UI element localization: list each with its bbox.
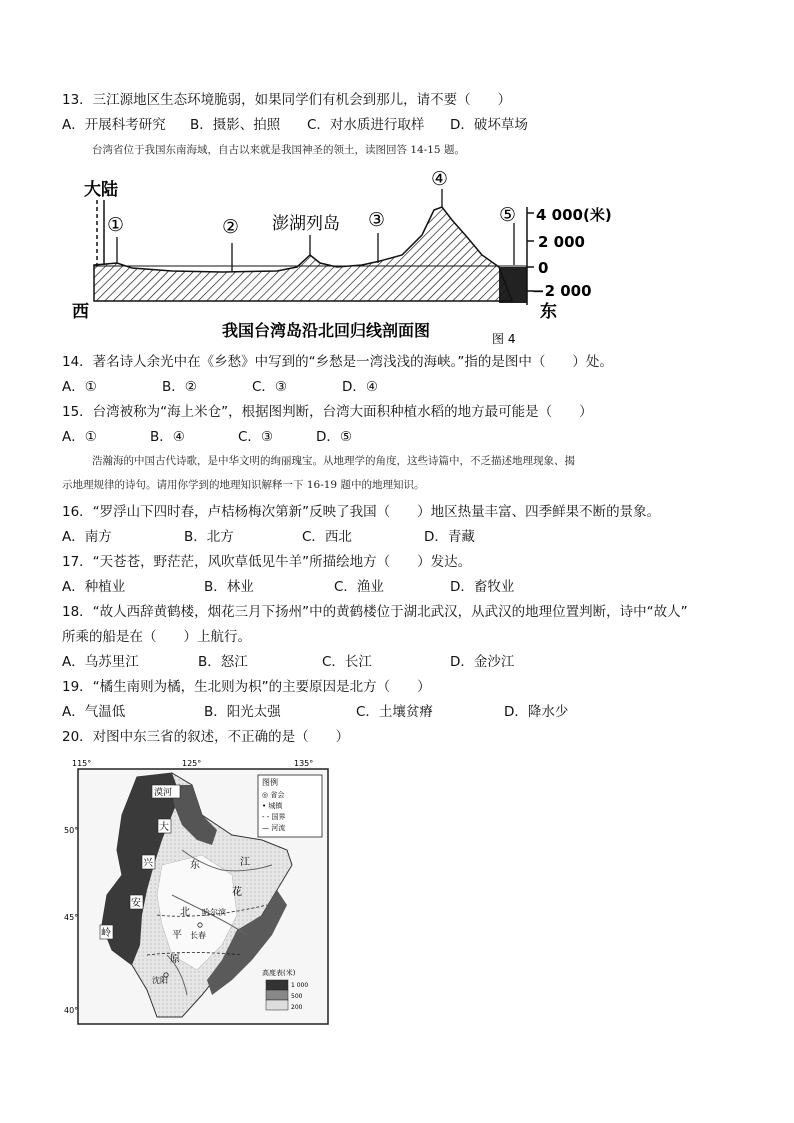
q13-option-a[interactable]: A．开展科考研究 xyxy=(62,117,166,133)
label-bei: 北 xyxy=(180,907,190,918)
lat-50: 50° xyxy=(64,826,79,835)
q13-option-b[interactable]: B．摄影、拍照 xyxy=(190,117,281,133)
marker-1: ① xyxy=(107,214,125,236)
label-da: 大 xyxy=(159,822,169,833)
mainland-label: 大陆 xyxy=(84,180,118,200)
q15-option-c[interactable]: C．③ xyxy=(238,429,274,445)
legend-title: 图例 xyxy=(262,778,278,787)
q16-option-d[interactable]: D．青藏 xyxy=(424,529,475,545)
marker-3: ③ xyxy=(368,209,386,231)
label-yuan: 原 xyxy=(170,954,180,965)
marker-4: ④ xyxy=(431,168,449,190)
legend-capital: ◎ 省会 xyxy=(262,791,285,799)
q14-option-c[interactable]: C．③ xyxy=(252,379,288,395)
penghu-label: 澎湖列岛 xyxy=(272,214,340,234)
scale-0-label: 0 xyxy=(538,259,549,277)
marker-5: ⑤ xyxy=(499,204,517,226)
label-ling: 岭 xyxy=(101,928,111,939)
legend-town: • 城镇 xyxy=(262,802,283,810)
elev-1000: 1 000 xyxy=(291,982,309,989)
q17-option-c[interactable]: C．渔业 xyxy=(334,579,384,595)
q17-option-d[interactable]: D．畜牧业 xyxy=(450,579,515,595)
label-harbin: 哈尔滨 xyxy=(202,908,226,917)
q19-option-a[interactable]: A．气温低 xyxy=(62,704,126,720)
q13-option-c[interactable]: C．对水质进行取样 xyxy=(307,117,425,133)
q15-option-b[interactable]: B．④ xyxy=(150,429,185,445)
q15-option-a[interactable]: A．① xyxy=(62,429,97,445)
q16-option-a[interactable]: A．南方 xyxy=(62,529,112,545)
q14-stem: 14．著名诗人余光中在《乡愁》中写到的“乡愁是一湾浅浅的海峡。”指的是图中（ ）处。 xyxy=(62,354,613,370)
q14-option-b[interactable]: B．② xyxy=(162,379,197,395)
q17-option-b[interactable]: B．林业 xyxy=(204,579,254,595)
label-shenyang: 沈阳 xyxy=(152,976,168,985)
east-label: 东 xyxy=(540,302,557,322)
label-an: 安 xyxy=(131,898,141,909)
lon-125: 125° xyxy=(182,759,202,768)
q19-option-d[interactable]: D．降水少 xyxy=(504,704,569,720)
q16-option-b[interactable]: B．北方 xyxy=(184,529,234,545)
label-changchun: 长春 xyxy=(190,931,206,940)
q13-option-d[interactable]: D．破坏草场 xyxy=(450,117,528,133)
q16-option-c[interactable]: C．西北 xyxy=(302,529,352,545)
q18-option-b[interactable]: B．怒江 xyxy=(198,654,248,670)
q14-option-a[interactable]: A．① xyxy=(62,379,97,395)
scale-top-label: 4 000(米) xyxy=(536,206,612,224)
figure-number: 图 4 xyxy=(492,332,516,345)
q18-stem-line2: 所乘的船是在（ ）上航行。 xyxy=(62,629,251,645)
intro-14-15: 台湾省位于我国东南海域，自古以来就是我国神圣的领土，读图回答 14-15 题。 xyxy=(92,144,465,156)
q18-option-c[interactable]: C．长江 xyxy=(322,654,372,670)
west-label: 西 xyxy=(72,302,89,322)
profile-caption: 我国台湾岛沿北回归线剖面图 xyxy=(222,321,431,340)
legend-border: - - 国界 xyxy=(262,813,286,821)
label-jiang: 江 xyxy=(240,857,250,868)
intro-16-19-line2: 示地理规律的诗句。请用你学到的地理知识解释一下 16-19 题中的地理知识。 xyxy=(62,479,425,491)
marker-2: ② xyxy=(222,216,240,238)
taiwan-profile-figure xyxy=(62,165,622,345)
legend-river: — 河流 xyxy=(262,824,286,832)
q18-option-d[interactable]: D．金沙江 xyxy=(450,654,515,670)
lon-115: 115° xyxy=(72,759,92,768)
q18-stem-line1: 18．“故人西辞黄鹤楼，烟花三月下扬州”中的黄鹤楼位于湖北武汉，从武汉的地理位置判断，诗中“故人” xyxy=(62,604,688,620)
elev-title: 高度表(米) xyxy=(262,969,296,977)
label-ping: 平 xyxy=(172,930,182,941)
label-mohe: 漠河 xyxy=(154,788,173,798)
lon-135: 135° xyxy=(294,759,314,768)
q15-option-d[interactable]: D．⑤ xyxy=(316,429,352,445)
q16-stem: 16．“罗浮山下四时春，卢桔杨梅次第新”反映了我国（ ）地区热量丰富、四季鲜果不断的景象。 xyxy=(62,504,661,520)
q17-option-a[interactable]: A．种植业 xyxy=(62,579,126,595)
label-dong: 东 xyxy=(190,860,200,871)
q14-option-d[interactable]: D．④ xyxy=(342,379,378,395)
elev-200: 200 xyxy=(291,1004,303,1011)
q20-stem: 20．对图中东三省的叙述，不正确的是（ ） xyxy=(62,729,350,745)
lat-40: 40° xyxy=(64,1006,79,1015)
lat-45: 45° xyxy=(64,913,79,922)
q17-stem: 17．“天苍苍，野茫茫，风吹草低见牛羊”所描绘地方（ ）发达。 xyxy=(62,554,472,570)
elev-500: 500 xyxy=(291,993,303,1000)
q19-option-c[interactable]: C．土壤贫瘠 xyxy=(356,704,433,720)
q19-option-b[interactable]: B．阳光太强 xyxy=(204,704,281,720)
northeast-map-figure xyxy=(62,755,337,1027)
scale-neg2000-label: −2 000 xyxy=(532,282,592,300)
label-hua: 花 xyxy=(232,887,242,898)
label-xing: 兴 xyxy=(143,858,153,869)
q19-stem: 19．“橘生南则为橘，生北则为枳”的主要原因是北方（ ） xyxy=(62,679,431,695)
q13-stem: 13．三江源地区生态环境脆弱，如果同学们有机会到那儿，请不要（ ） xyxy=(62,92,512,108)
q15-stem: 15．台湾被称为“海上米仓”，根据图判断，台湾大面积种植水稻的地方最可能是（ ） xyxy=(62,404,593,420)
scale-2000-label: 2 000 xyxy=(538,233,585,251)
q18-option-a[interactable]: A．乌苏里江 xyxy=(62,654,139,670)
intro-16-19-line1: 浩瀚海的中国古代诗歌，是中华文明的绚丽瑰宝。从地理学的角度，这些诗篇中，不乏描述地理现象、揭 xyxy=(92,455,575,467)
